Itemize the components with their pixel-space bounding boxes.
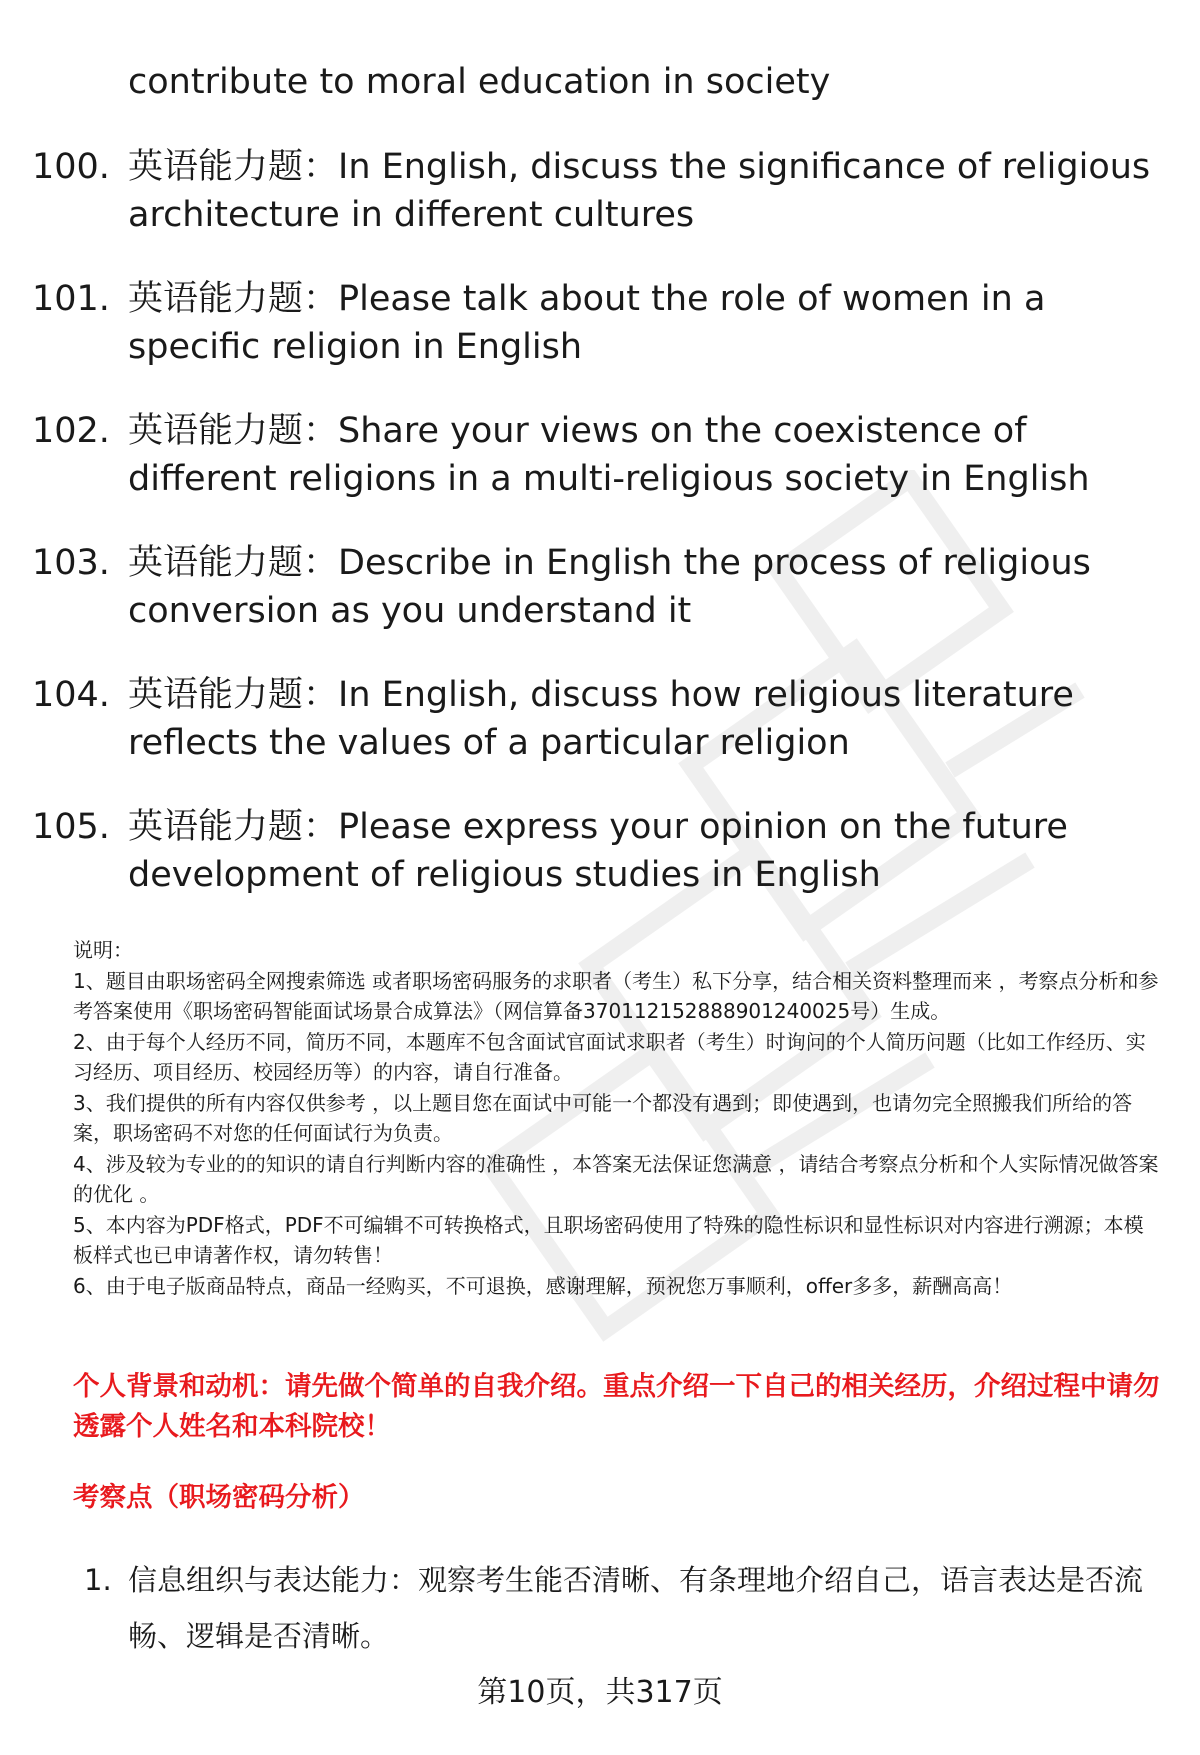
note-line: 2、由于每个人经历不同，简历不同，本题库不包含面试官面试求职者（考生）时询问的个人简历问题（比如工作经历、实习经历、项目经历、校园经历等）的内容，请自行准备。: [73, 1029, 1146, 1084]
question-number: 101.: [32, 279, 110, 319]
question-number: 104.: [32, 675, 110, 715]
question-number: 102.: [32, 411, 110, 451]
question-number: 100.: [32, 147, 110, 187]
question-text: 英语能力题：Share your views on the coexistence of different religions in a multi-religious society in English: [128, 411, 1090, 499]
question-number: 105.: [32, 807, 110, 847]
section-heading: 个人背景和动机：请先做个简单的自我介绍。重点介绍一下自己的相关经历，介绍过程中请勿透露个人姓名和本科院校！: [73, 1371, 1160, 1442]
question-number: 103.: [32, 543, 110, 583]
question-text: 英语能力题：Please talk about the role of women in a specific religion in English: [128, 279, 1046, 367]
notes-title: 说明：: [73, 938, 133, 962]
analysis-item-text: 信息组织与表达能力：观察考生能否清晰、有条理地介绍自己，语言表达是否流畅、逻辑是否清晰。: [128, 1563, 1144, 1653]
note-line: 3、我们提供的所有内容仅供参考 ，以上题目您在面试中可能一个都没有遇到；即使遇到，也请勿完全照搬我们所给的答案，职场密码不对您的任何面试行为负责。: [73, 1090, 1133, 1145]
question-text: 英语能力题：Describe in English the process of religious conversion as you understand it: [128, 543, 1091, 631]
question-text: 英语能力题：In English, discuss how religious literature reflects the values of a particular religion: [128, 675, 1074, 763]
analysis-item-number: 1.: [84, 1563, 112, 1597]
question-text: 英语能力题：Please express your opinion on the future development of religious studies in English: [128, 807, 1068, 895]
note-line: 5、本内容为PDF格式，PDF不可编辑不可转换格式，且职场密码使用了特殊的隐性标识和显性标识对内容进行溯源；本模板样式也已申请著作权，请勿转售！: [73, 1212, 1144, 1267]
analysis-heading: 考察点（职场密码分析）: [73, 1482, 365, 1513]
notes-section: [73, 935, 1163, 1301]
page-footer: 第10页，共317页: [477, 1675, 723, 1710]
question-text: 英语能力题：In English, discuss the significance of religious architecture in different cultures: [128, 147, 1151, 235]
note-line: 4、涉及较为专业的的知识的请自行判断内容的准确性 ，本答案无法保证您满意 ，请结合考察点分析和个人实际情况做答案的优化 。: [73, 1151, 1159, 1206]
note-line: 1、题目由职场密码全网搜索筛选 或者职场密码服务的求职者（考生）私下分享，结合相关资料整理而来 ，考察点分析和参考答案使用《职场密码智能面试场景合成算法》（网信算备370112152888901240025号）生成。: [73, 968, 1159, 1023]
continuation-text: contribute to moral education in society: [128, 62, 831, 102]
note-line: 6、由于电子版商品特点，商品一经购买，不可退换，感谢理解，预祝您万事顺利，offer多多，薪酬高高！: [73, 1273, 1013, 1298]
